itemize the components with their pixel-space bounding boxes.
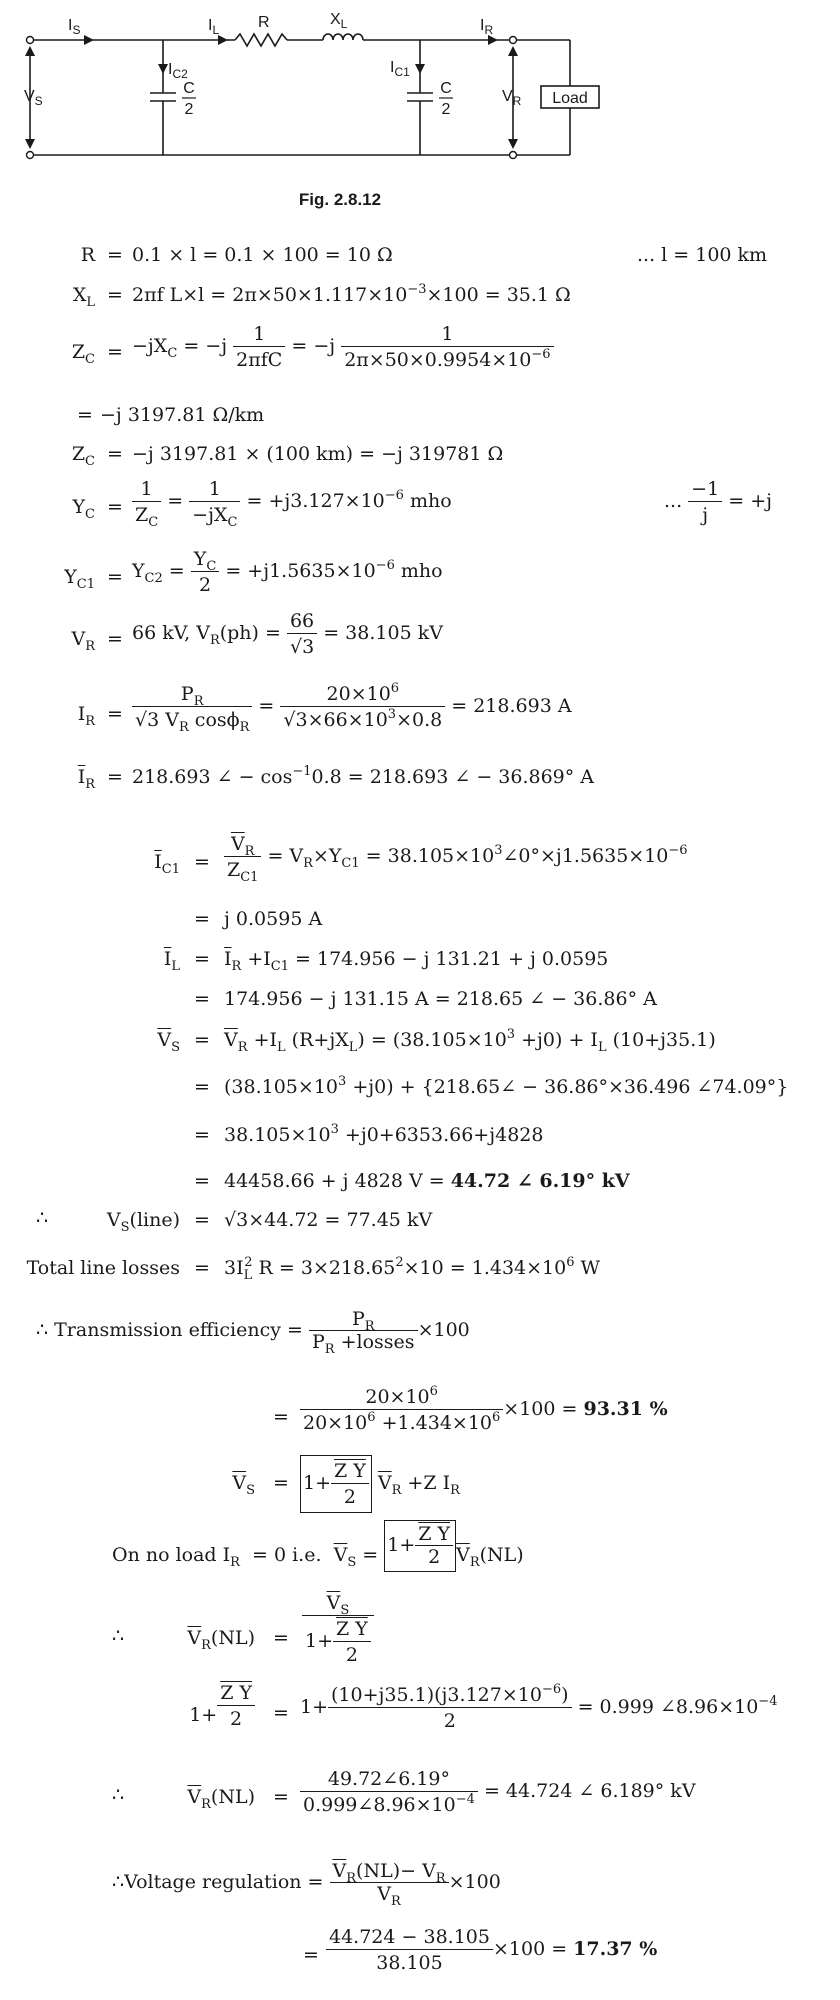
ir-label: I: [480, 17, 485, 34]
eq-sign: =: [77, 404, 93, 426]
ic2-label-sub: C2: [172, 67, 188, 81]
yc1-rhs: $Y_{C2}$ = $\frac{Y_C}{2}$ = $+j1.5635\times 10^{-6}$ mho: [132, 548, 443, 596]
efficiency-row: ∴ Transmission efficiency = $\frac{P_R}{P_R +losses}$ ×100: [36, 1308, 470, 1357]
zc-lhs: $Z_C$: [71, 341, 95, 367]
ic1-label-sub: C1: [394, 65, 410, 79]
ir-lhs: $I_R$: [77, 703, 95, 729]
vrnl-rhs: $\overline{V}_S$ 1+ $\frac{\text{Z Y}}{2}$: [302, 1592, 374, 1666]
zc3-lhs: $Z_C$: [71, 443, 95, 469]
ic2-label: I: [168, 61, 173, 78]
yc-lhs: $Y_C$: [72, 496, 95, 522]
onezy-rhs: 1+ $\frac{(10+j35.1)(j3.127\times 10^{-6})}{2}$ = 0.999 $\angle 8.96\times 10^{-4}$: [300, 1682, 778, 1732]
noload-row: On no load $I_R = 0$ i.e. $\overline{V}_S = 1+$ $\frac{\text{Z Y}}{2}$ $\overline{V}_R(NL)$: [112, 1540, 524, 1572]
yc-rhs: $\frac{1}{Z_C}$ = $\frac{1}{-jX_C}$ = $+j3.127\times 10^{-6}$ mho: [132, 478, 452, 526]
load-label: Load: [552, 90, 588, 107]
xl-lhs: $X_L$: [72, 284, 95, 310]
eq-sign: =: [194, 1170, 210, 1192]
vs2-rhs: $(38.105\times 10^3 +j0)$ + {218.65∠ − 36.86°×36.496 ∠74.09°}: [224, 1074, 789, 1098]
eq-sign: =: [194, 1076, 210, 1098]
eq-sign: =: [107, 284, 123, 306]
il-label: I: [208, 17, 213, 34]
ir-rhs: $\frac{P_R}{√3 V_R \cos\phi_R}$ = $\frac{20\times 10^6}{√3\times 66\times 10^3\times 0.8}$ = 218.693 A: [132, 683, 572, 731]
eq-sign: =: [107, 628, 123, 650]
eq-sign: =: [107, 566, 123, 588]
eq-sign: =: [194, 1209, 210, 1231]
r-rhs: 0.1 × l = 0.1 × 100 = 10 Ω: [132, 244, 393, 266]
zc-frac-1: $\frac{1}{\text{2πfC}}$: [233, 323, 285, 371]
eq-sign: =: [107, 703, 123, 725]
ic1b-rhs: j 0.0595 A: [224, 908, 323, 930]
eq-sign: =: [107, 443, 123, 465]
eq-sign: =: [194, 851, 210, 873]
eq-sign: =: [273, 1786, 289, 1808]
vreg-row: ∴Voltage regulation = $\frac{\overline{V}_R(NL)- V_R}{V_R}$ ×100: [112, 1860, 501, 1909]
vr-label-sub: R: [512, 94, 522, 108]
abcd-rhs: 1+ $\frac{\text{Z Y}}{2}$ $\overline{V}_R +Z$ $I_R$: [300, 1455, 460, 1513]
vs4-rhs: 44458.66 + j 4828 V = 44.72 ∠ 6.19° kV: [224, 1170, 630, 1192]
il-label-sub: L: [212, 23, 220, 37]
eq-sign: =: [107, 496, 123, 518]
cap-right-den: 2: [441, 101, 451, 118]
il2-rhs: 174.956 − j 131.15 A = 218.65 ∠ − 36.86° A: [224, 988, 657, 1010]
onezy-lhs: 1+ $\frac{\text{Z Y}}{2}$: [189, 1702, 255, 1730]
therefore-symbol: ∴: [112, 1784, 125, 1806]
eq-sign: =: [273, 1472, 289, 1494]
yc-note: ... $\frac{-1}{j}$ = +j: [664, 478, 773, 526]
vr-lhs: $V_R$: [71, 628, 95, 654]
losses-rhs: $3I_L^2$ $R = 3\times 218.65^2\times 10 = 1.434\times 10^6$ W: [224, 1255, 601, 1283]
eq-sign: =: [194, 1124, 210, 1146]
abcd-lhs: $\overline{V}_S$: [232, 1472, 255, 1498]
eq-sign: =: [273, 1627, 289, 1649]
vs-label: V: [24, 88, 35, 105]
eq-sign: =: [303, 1944, 319, 1966]
r-label: R: [258, 14, 270, 31]
eq-sign: =: [194, 988, 210, 1010]
ic1-lhs: $\overline{I}_{C1}$: [154, 851, 180, 877]
vsline-rhs: √3×44.72 = 77.45 kV: [224, 1209, 433, 1231]
eq-sign: =: [273, 1406, 289, 1428]
zc3-rhs: −j 3197.81 × (100 km) = −j 319781 Ω: [132, 443, 504, 465]
cap-right-num: C: [440, 80, 452, 97]
ic1-label: I: [390, 59, 395, 76]
eq-sign: =: [194, 948, 210, 970]
cap-left-num: C: [183, 80, 195, 97]
eq-sign: =: [107, 244, 123, 266]
eq-sign: =: [273, 1702, 289, 1724]
vr-rhs: 66 kV, $V_R(ph)$ = $\frac{66}{√3}$ = 38.105 kV: [132, 610, 443, 658]
is-label: I: [68, 17, 73, 34]
r-note: ... l = 100 km: [637, 244, 768, 266]
therefore-symbol: ∴: [36, 1207, 49, 1229]
eff2-rhs: $\frac{20\times 10^6}{20\times 10^6 +1.434\times 10^6}$ ×100 = 93.31 %: [300, 1386, 668, 1434]
vs-label-sub: S: [34, 94, 43, 108]
eq-sign: =: [194, 908, 210, 930]
irbar-rhs: 218.693 ∠ − $\cos^{-1}0.8 = 218.693$ ∠ − 36.869° A: [132, 764, 595, 788]
ir-label-sub: R: [484, 23, 494, 37]
therefore-symbol: ∴: [112, 1625, 125, 1647]
zc-frac-2: $\frac{1}{2\pi\times 50\times 0.9954\times 10^{-6}}$: [341, 323, 553, 371]
zc2-rhs: −j 3197.81 Ω/km: [100, 404, 265, 426]
is-label-sub: S: [72, 23, 81, 37]
vrnl2-rhs: $\frac{49.72\angle 6.19^\circ}{0.999\angle 8.96\times 10^{-4}}$ = 44.724 ∠ 6.189° kV: [300, 1768, 696, 1816]
losses-lhs: Total line losses: [26, 1257, 180, 1279]
eq-sign: =: [107, 766, 123, 788]
r-lhs: R: [80, 244, 95, 266]
il-rhs: $\overline{I}_R +I_{C1} = 174.956 - j$ 131.21 + j 0.0595: [224, 948, 609, 974]
vr-label: V: [502, 88, 513, 105]
vrnl2-lhs: $\overline{V}_R(NL)$: [187, 1786, 255, 1812]
xl-rhs: 2πf $L\times l = 2\pi\times 50\times 1.117\times 10^{-3}\times 100 = 35.1$ Ω: [132, 282, 571, 306]
figure-caption: Fig. 2.8.12: [298, 190, 382, 209]
vs-lhs: $\overline{V}_S$: [157, 1029, 180, 1055]
vs1-rhs: $\overline{V}_R +I_L$ $(R+jX_L) = (38.105\times 10^3 +j0) + I_L$ (10+j35.1): [224, 1027, 716, 1055]
zc-rhs: $-jX_C = -j$ $\frac{1}{\text{2πfC}}$ = −j $\frac{1}{2\pi\times 50\times 0.9954\times 10^{-6}}$: [132, 323, 554, 371]
vrnl-lhs: $\overline{V}_R(NL)$: [187, 1627, 255, 1653]
ic1-rhs: $\frac{\overline{V}_R}{Z_{C1}}$ = $V_R\times Y_{C1}$ = $38.105\times 10^3\angle 0^\circ\times j1.5635\times 10^{-6}$: [224, 833, 688, 881]
vreg2-rhs: $\frac{44.724 - 38.105}{38.105}$ ×100 = 17.37 %: [326, 1926, 657, 1974]
eq-sign: =: [194, 1029, 210, 1051]
eq-sign: =: [194, 1257, 210, 1279]
yc1-lhs: $Y_{C1}$: [64, 566, 95, 592]
vs3-rhs: $38.105\times 10^3 +j0+6353.66+j4828$: [224, 1122, 544, 1146]
cap-left-den: 2: [184, 101, 194, 118]
vsline-lhs: $V_S(line)$: [106, 1209, 180, 1235]
il-lhs: $\overline{I}_L$: [163, 948, 180, 974]
xl-label-sub: L: [340, 17, 348, 31]
xl-label: X: [330, 11, 341, 28]
eq-sign: =: [107, 341, 123, 363]
irbar-lhs: $\overline{I}_R$: [77, 766, 95, 792]
